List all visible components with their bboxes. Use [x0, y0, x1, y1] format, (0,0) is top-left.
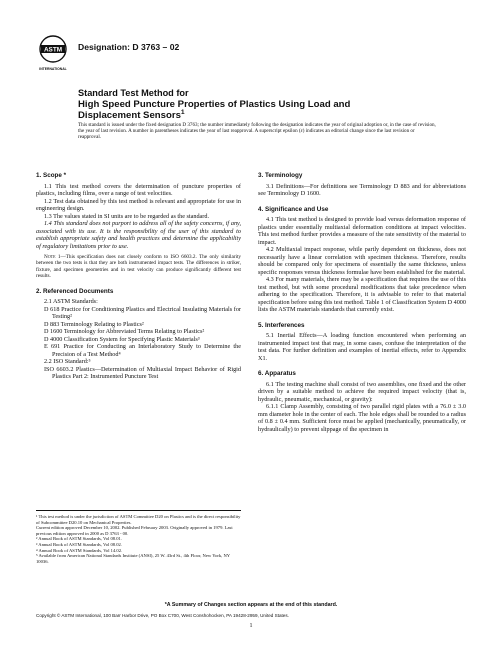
paragraph-4-1: 4.1 This test method is designed to provide load versus deformation response of plastics under essentially multiaxial deformation conditions at impact velocities. This test method further provides a measure of the rate sensitivity of the material to impact.	[258, 216, 466, 246]
paragraph-1-1: 1.1 This test method covers the determination of puncture properties of plastics, including films, over a range of test velocities.	[36, 182, 241, 197]
footnote-4: ⁴ Annual Book of ASTM Standards, Vol 14.02.	[36, 547, 123, 553]
paragraph-1-2: 1.2 Test data obtained by this test method is relevant and appropriate for use in engineering design.	[36, 197, 241, 212]
footnote-5: ⁵ Available from American National Standards Institute (ANSI), 25 W. 43rd St., 4th Floor, New York, NY 10036.	[36, 553, 230, 564]
paragraph-4-3: 4.3 For many materials, there may be a specification that requires the use of this test method, but with some procedural modifications that take precedence when adhering to the specification. Therefore, it is advisable to refer to that material specification before using this test method. Table 1 of Classification System D 4000 lists the ASTM materials standards that currently exist.	[258, 276, 466, 313]
paragraph-1-4: 1.4 This standard does not purport to address all of the safety concerns, if any, associated with its use. It is the responsibility of the user of this standard to establish appropriate safety and health practices and determine the applicability of regulatory limitations prior to use.	[36, 220, 241, 250]
title-footnote-ref[interactable]: 1	[180, 108, 185, 116]
title-line-2: Displacement Sensors$^1$	[78, 108, 185, 121]
footnote-1: ¹ This test method is under the jurisdiction of ASTM Committee D20 on Plastics and is the direct responsibility of Subcommittee D20.10 on Mechanical Properties.	[36, 514, 241, 525]
summary-of-changes-note: *A Summary of Changes section appears at the end of this standard.	[164, 602, 338, 608]
astm-logo	[38, 35, 68, 73]
paragraph-1-3: 1.3 The values stated in SI units are to be regarded as the standard.	[44, 212, 210, 220]
note-label: Note 1	[44, 254, 61, 260]
footnote-2: ² Annual Book of ASTM Standards, Vol 08.01.	[36, 536, 122, 542]
reference-iso6603: ISO 6603.2 Plastics—Determination of Multiaxial Impact Behavior of Rigid Plastics Part 2: Instrumented Puncture Test	[44, 365, 241, 381]
logo-text-bottom: INTERNATIONAL	[39, 67, 67, 71]
logo-text-top: ASTM	[43, 46, 63, 54]
copyright-line: Copyright © ASTM International, 100 Barr Harbor Drive, PO Box C700, West Conshohocken, PA 19428-2959, United States.	[36, 613, 289, 618]
paragraph-4-2: 4.2 Multiaxial impact response, while partly dependent on thickness, does not necessarily have a linear correlation with specimen thickness. Therefore, results should be compared only for specimens of essentially the same thickness, unless specific responses versus thickness formulae have been established for the material.	[258, 246, 466, 276]
right-column	[258, 172, 466, 433]
issued-note: This standard is issued under the fixed designation D 3763; the number immediately following the designation indicates the year of original adoption or, in the case of revision, the year of last revision. A number in parentheses indicates the year of last reapproval. A superscript epsilon (ε) indicates an editorial change since the last revision or reapproval.	[78, 122, 436, 141]
title-block	[78, 88, 438, 121]
section-heading-terminology: 3. Terminology	[258, 172, 303, 179]
footnotes	[36, 510, 241, 564]
reference-d883: D 883 Terminology Relating to Plastics²	[44, 320, 144, 328]
section-heading-apparatus: 6. Apparatus	[258, 370, 296, 377]
standard-type: Standard Test Method for	[78, 88, 189, 98]
designation: Designation: D 3763 – 02	[78, 42, 180, 52]
left-column	[36, 172, 241, 381]
paragraph-2-1: 2.1 ASTM Standards:	[44, 298, 98, 306]
section-heading-interferences: 5. Interferences	[258, 321, 305, 329]
paragraph-2-2: 2.2 ISO Standard:⁵	[44, 358, 91, 366]
title-line-1: High Speed Puncture Properties of Plastics Using Load and	[78, 99, 351, 110]
section-heading-referenced-documents: 2. Referenced Documents	[36, 287, 114, 295]
section-heading-scope: 1. Scope *	[36, 172, 67, 179]
paragraph-3-1: 3.1 Definitions—For definitions see Terminology D 883 and for abbreviations see Terminology D 1600.	[258, 182, 466, 197]
page-number: 1	[249, 623, 253, 629]
reference-d618: D 618 Practice for Conditioning Plastics and Electrical Insulating Materials for Testing²	[44, 305, 241, 321]
reference-d1600: D 1600 Terminology for Abbreviated Terms Relating to Plastics²	[44, 328, 205, 336]
footnote-1b: Current edition approved December 10, 2002. Published February 2003. Originally approved in 1979. Last previous edition approved in 2000 as D 3763 - 00.	[36, 525, 233, 536]
note-1	[36, 254, 241, 280]
note-text: —This specification does not closely conform to ISO 6603.2. The only similarity between the two tests is that they are both instrumented impact tests. The differences in striker, fixture, and specimen geometries and in test velocity can produce significantly different test results.	[36, 254, 241, 280]
section-heading-significance: 4. Significance and Use	[258, 205, 329, 213]
paragraph-5-1: 5.1 Inertial Effects—A loading function encountered when performing an instrumented impact test that may, in some cases, confuse the interpretation of the test data. For further definition and examples of inertial effects, refer to Appendix X1.	[258, 332, 466, 362]
footnote-3: ³ Annual Book of ASTM Standards, Vol 08.02.	[36, 541, 122, 547]
paragraph-6-1-1: 6.1.1 Clamp Assembly, consisting of two parallel rigid plates with a 76.0 ± 3.0 mm diameter hole in the center of each. The hole edges shall be rounded to a radius of 0.8 ± 0.4 mm. Sufficient force must be applied (mechanically, pneumatically, or hydraulically) to prevent slippage of the specimen in	[258, 403, 466, 433]
reference-d4000: D 4000 Classification System for Specifying Plastic Materials³	[44, 335, 200, 343]
reference-e691: E 691 Practice for Conducting an Interlaboratory Study to Determine the Precision of a Test Method⁴	[44, 343, 241, 358]
paragraph-6-1: 6.1 The testing machine shall consist of two assemblies, one fixed and the other driven by a suitable method to achieve the required impact velocity (that is, hydraulic, pneumatic, mechanical, or gravity):	[258, 380, 466, 403]
